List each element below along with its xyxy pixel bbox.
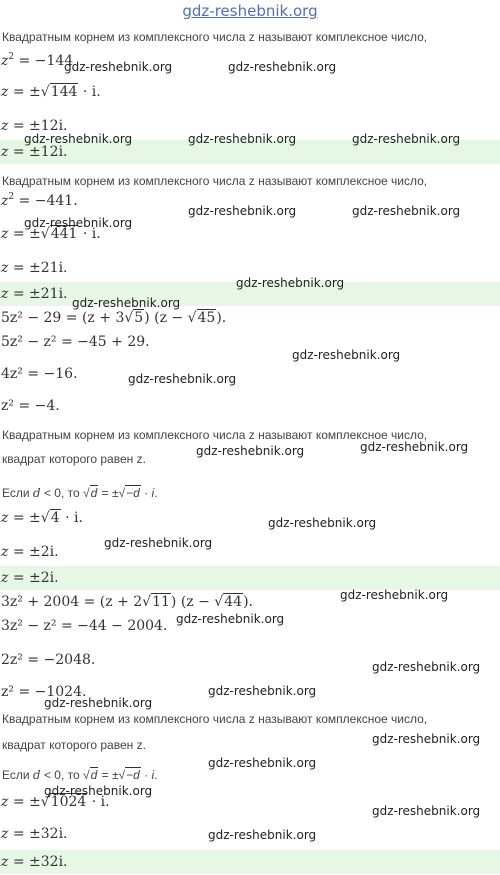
equation-line: z = ±√144 · i. xyxy=(1,84,101,100)
equation-line: 5z² − 29 = (z + 3√5) (z − √45). xyxy=(1,310,227,326)
definition-text: Квадратным корнем из комплексного числа z называют комплексное число, xyxy=(2,712,428,726)
equation-line: $z^2 = -144$ xyxy=(1,52,74,69)
watermark: gdz-reshebnik.org xyxy=(24,132,133,146)
answer-line: z = ±21i. xyxy=(0,282,500,306)
definition-text: Квадратным корнем из комплексного числа z называют комплексное число, xyxy=(2,30,428,44)
definition-text-continued: квадрат которого равен z. xyxy=(2,738,146,752)
watermark: gdz-reshebnik.org xyxy=(268,516,377,530)
answer-line: z = ±12i. xyxy=(0,140,500,164)
equation-line: $z^2 = -441$. xyxy=(1,192,78,209)
answer-line: z = ±2i. xyxy=(0,566,500,590)
watermark: gdz-reshebnik.org xyxy=(360,440,469,454)
watermark: gdz-reshebnik.org xyxy=(176,612,285,626)
rule-line: Если d < 0, то √d = ±√−d · i. xyxy=(2,768,158,782)
watermark: gdz-reshebnik.org xyxy=(64,60,173,74)
equation-line: z = ±21i. xyxy=(1,260,68,276)
equation-line: 3z² − z² = −44 − 2004. xyxy=(1,618,168,634)
watermark: gdz-reshebnik.org xyxy=(372,732,481,746)
equation-line: z = ±√4 · i. xyxy=(1,510,83,526)
watermark: gdz-reshebnik.org xyxy=(372,660,481,674)
equation-line: 3z² + 2004 = (z + 2√11) (z − √44). xyxy=(1,594,253,610)
definition-text: Квадратным корнем из комплексного числа z называют комплексное число, xyxy=(2,428,428,442)
equation-line: z² = −1024. xyxy=(1,684,87,700)
watermark: gdz-reshebnik.org xyxy=(208,828,317,842)
definition-text-continued: квадрат которого равен z. xyxy=(2,452,146,466)
equation-line: z = ±√1024 · i. xyxy=(1,794,110,810)
watermark: gdz-reshebnik.org xyxy=(208,756,317,770)
watermark: gdz-reshebnik.org xyxy=(44,784,153,798)
watermark: gdz-reshebnik.org xyxy=(228,60,337,74)
equation-line: z = ±32i. xyxy=(1,826,68,842)
watermark: gdz-reshebnik.org xyxy=(188,204,297,218)
equation-line: z² = −4. xyxy=(1,398,60,414)
watermark: gdz-reshebnik.org xyxy=(340,588,449,602)
watermark: gdz-reshebnik.org xyxy=(196,444,305,458)
watermark: gdz-reshebnik.org xyxy=(24,216,133,230)
watermark: gdz-reshebnik.org xyxy=(188,132,297,146)
answer-line: z = ±32i. xyxy=(0,850,500,874)
equation-line: z = ±√441 · i. xyxy=(1,226,101,242)
watermark: gdz-reshebnik.org xyxy=(72,296,181,310)
watermark: gdz-reshebnik.org xyxy=(104,536,213,550)
equation-line: z = ±12i. xyxy=(1,118,68,134)
watermark: gdz-reshebnik.org xyxy=(236,276,345,290)
watermark: gdz-reshebnik.org xyxy=(352,204,461,218)
watermark: gdz-reshebnik.org xyxy=(352,132,461,146)
equation-line: 5z² − z² = −45 + 29. xyxy=(1,334,150,350)
site-header[interactable]: gdz-reshebnik.org xyxy=(182,2,318,20)
watermark: gdz-reshebnik.org xyxy=(292,348,401,362)
watermark: gdz-reshebnik.org xyxy=(372,804,481,818)
watermark: gdz-reshebnik.org xyxy=(44,696,153,710)
equation-line: 2z² = −2048. xyxy=(1,652,96,668)
watermark: gdz-reshebnik.org xyxy=(128,372,237,386)
equation-line: 4z² = −16. xyxy=(1,366,78,382)
watermark: gdz-reshebnik.org xyxy=(208,684,317,698)
equation-line: z = ±2i. xyxy=(1,544,59,560)
definition-text: Квадратным корнем из комплексного числа z называют комплексное число, xyxy=(2,174,428,188)
rule-line: Если d < 0, то √d = ±√−d · i. xyxy=(2,486,158,500)
